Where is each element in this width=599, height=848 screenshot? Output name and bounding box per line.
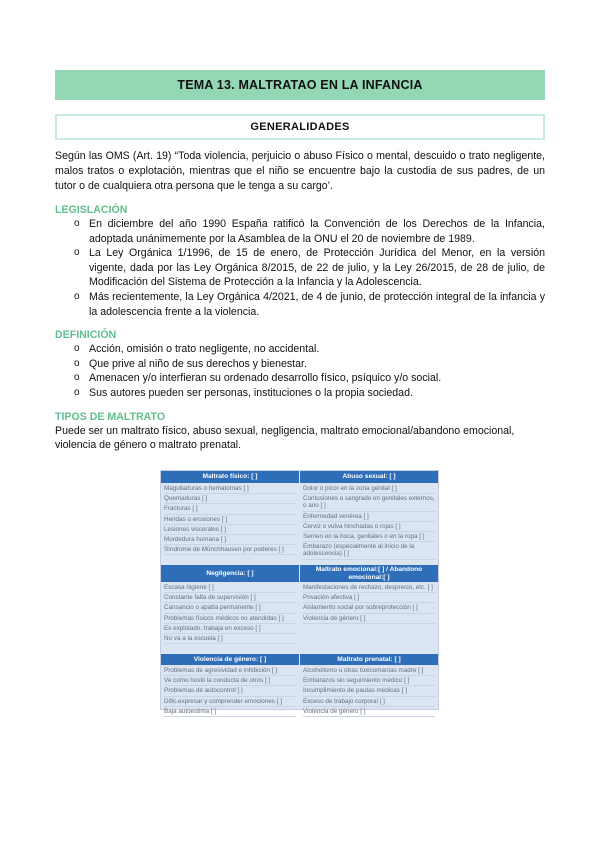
table-row: Fracturas [ ] (164, 504, 296, 514)
section-subtitle (55, 114, 545, 140)
table-header: Maltrato prenatal: [ ] (300, 654, 438, 665)
table-row: Dolor o picor en la zona genital [ ] (303, 484, 435, 494)
table-row: Enfermedad venérea [ ] (303, 512, 435, 522)
table-header: Negligencia: [ ] (161, 565, 299, 582)
list-item (55, 386, 545, 401)
table-row: Embarazo (especialmente al inicio de la adolescencia) [ ] (303, 542, 435, 559)
table-row: Privación afectiva [ ] (303, 593, 435, 603)
bullet-icon: o (74, 357, 80, 369)
table-row: Problemas de agresividad e inhibición [ ] (164, 666, 296, 676)
table-column-left (161, 471, 299, 718)
list-item (55, 290, 545, 319)
table-row: Problemas de autocontrol [ ] (164, 686, 296, 696)
table-header: Violencia de género: [ ] (161, 654, 299, 665)
table-cell (161, 483, 299, 565)
table-row: Es explotado, trabaja en exceso [ ] (164, 624, 296, 634)
table-row: Contusiones o sangrado en genitales externos, o ano [ ] (303, 494, 435, 511)
list-item-text: Que prive al niño de sus derechos y bienestar. (89, 357, 307, 370)
table-row: Semen en la boca, genitales o en la ropa [ ] (303, 532, 435, 542)
table-cell (300, 582, 438, 654)
table-column-right (300, 471, 438, 718)
table-row: Ve como hostil la conducta de otros [ ] (164, 676, 296, 686)
legislacion-list (55, 217, 545, 319)
table-row: Exceso de trabajo corporal [ ] (303, 697, 435, 707)
table-row: Cerviz o vulva hinchadas o rojas [ ] (303, 522, 435, 532)
list-item-text: Acción, omisión o trato negligente, no accidental. (89, 343, 320, 356)
table-row: Violencia de género [ ] (303, 707, 435, 717)
maltrato-types-table (160, 470, 439, 715)
section-subtitle-text: GENERALIDADES (250, 121, 350, 133)
table-cell (161, 665, 299, 718)
table-row: Problemas físicos médicos no atendidas [ ] (164, 614, 296, 624)
list-item-text: La Ley Orgánica 1/1996, de 15 de enero, de Protección Jurídica del Menor, en la versión vigente, dada por las Ley Orgánica 8/2015, de 22 de julio, y la Ley 26/2015, de 28 de julio, de Modificación del Sistema de Protección a la Infancia y la Adolescencia. (89, 247, 545, 289)
list-item-text: Sus autores pueden ser personas, instituciones o la propia sociedad. (89, 386, 413, 399)
list-item (55, 342, 545, 357)
table-header: Maltrato emocional:[ ] / Abandono emocional:[ ] (300, 565, 438, 582)
intro-paragraph: Según las OMS (Art. 19) “Toda violencia, perjuicio o abuso Físico o mental, descuido o trato negligente, malos tratos o explotación, mientras que el niño se encuentre bajo la custodia de sus padres, de un tutor o de cualquiera otra persona que le tenga a su cargo’. (55, 150, 545, 192)
table-row: Embarazos sin seguimiento médico [ ] (303, 676, 435, 686)
list-item (55, 246, 545, 290)
bullet-icon: o (74, 290, 80, 302)
table-row: Violencia de género [ ] (303, 614, 435, 624)
table-row: No va a la escuela [ ] (164, 634, 296, 644)
list-item-text: En diciembre del año 1990 España ratificó la Convención de los Derechos de la Infancia, adoptada unánimemente por la Asamblea de la ONU el 20 de noviembre de 1989. (89, 218, 545, 245)
table-row: Incumplimiento de pautas médicas [ ] (303, 686, 435, 696)
list-item-text: Más recientemente, la Ley Orgánica 4/2021, de 4 de junio, de protección integral de la infancia y la adolescencia frente a la violencia. (89, 290, 545, 318)
page-title (55, 70, 545, 100)
list-item (55, 357, 545, 372)
document-page (55, 70, 545, 453)
table-row: Heridas o erosiones [ ] (164, 515, 296, 525)
table-row: Dific.expresar y comprender emociones [ ] (164, 697, 296, 707)
page-title-text: TEMA 13. MALTRATAO EN LA INFANCIA (177, 78, 423, 92)
definicion-list (55, 342, 545, 400)
list-item (55, 371, 545, 386)
table-cell (300, 483, 438, 565)
table-row: Alcoholismo u otras toxicomanías madre [ ] (303, 666, 435, 676)
table-row: Lesiones viscerales [ ] (164, 525, 296, 535)
table-cell (161, 582, 299, 654)
table-row: Quemaduras [ ] (164, 494, 296, 504)
table-row: Manifestaciones de rechazo, desprecio, etc. [ ] (303, 583, 435, 593)
legislacion-heading: LEGISLACIÓN (55, 204, 128, 216)
tipos-heading: TIPOS DE MALTRATO (55, 410, 166, 423)
table-cell (300, 665, 438, 718)
table-row: Baja autoestima [ ] (164, 707, 296, 717)
bullet-icon: o (74, 386, 80, 398)
list-item-text: Amenacen y/o interfieran su ordenado desarrollo físico, psíquico y/o social. (89, 372, 442, 385)
list-item (55, 217, 545, 246)
table-row: Mordedura humana [ ] (164, 535, 296, 545)
table-row: Magulladuras o hematomas [ ] (164, 484, 296, 494)
table-row: Cansancio o apatía permanente [ ] (164, 603, 296, 613)
table-header: Maltrato físico: [ ] (161, 471, 299, 483)
bullet-icon: o (74, 343, 80, 355)
bullet-icon: o (74, 247, 80, 259)
bullet-icon: o (74, 218, 80, 229)
table-row: Escasa higiene [ ] (164, 583, 296, 593)
bullet-icon: o (74, 372, 80, 384)
table-row: Aislamiento social por sobreprotección [ ] (303, 603, 435, 613)
table-header: Abuso sexual: [ ] (300, 471, 438, 483)
definicion-heading: DEFINICIÓN (55, 329, 117, 342)
table-row: Constante falta de supervisión [ ] (164, 593, 296, 603)
tipos-paragraph: Puede ser un maltrato físico, abuso sexual, negligencia, maltrato emocional/abandono emocional, violencia de género o maltrato prenatal. (55, 424, 515, 452)
table-row: Síndrome de Münchhausen por poderes [ ] (164, 545, 296, 555)
